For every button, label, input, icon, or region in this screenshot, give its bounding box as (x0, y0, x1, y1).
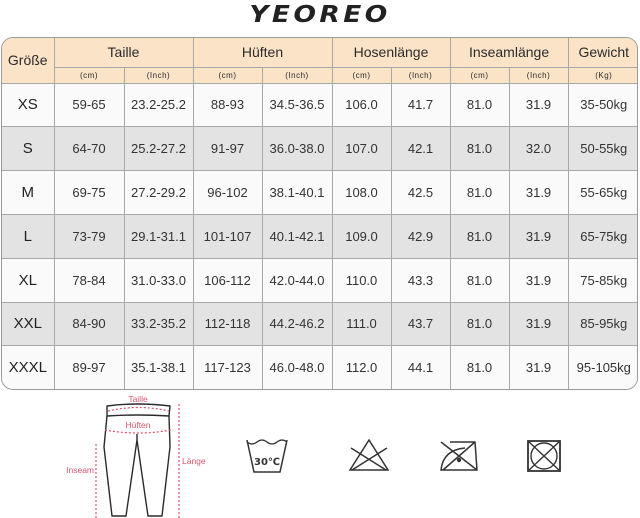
measurement-cell: 34.5-36.5 (262, 83, 332, 126)
size-cell: XXL (2, 302, 54, 345)
measurement-cell: 96-102 (193, 170, 262, 214)
size-chart-table (1, 37, 638, 390)
measurement-cell: 85-95kg (568, 302, 638, 345)
unit-label: (Inch) (124, 67, 193, 83)
measurement-cell: 42.1 (391, 126, 450, 170)
measurement-cell: 33.2-35.2 (124, 302, 193, 345)
hips-label: Hüften (125, 420, 151, 430)
measurement-cell: 106-112 (193, 258, 262, 302)
measurement-cell: 42.9 (391, 214, 450, 258)
pants-length-header: Hosenlänge (332, 38, 450, 67)
measurement-cell: 81.0 (450, 170, 509, 214)
length-label: Länge (182, 456, 206, 466)
measurement-cell: 43.3 (391, 258, 450, 302)
measurement-cell: 64-70 (54, 126, 124, 170)
measurement-cell: 111.0 (332, 302, 391, 345)
no-tumble-dry-icon (524, 436, 564, 476)
measurement-cell: 42.5 (391, 170, 450, 214)
measurement-cell: 73-79 (54, 214, 124, 258)
measurement-cell: 112.0 (332, 345, 391, 390)
unit-label: (Kg) (568, 67, 638, 83)
measurement-cell: 27.2-29.2 (124, 170, 193, 214)
measurement-cell: 108.0 (332, 170, 391, 214)
inseam-label: Inseam (66, 465, 94, 475)
measurement-cell: 44.1 (391, 345, 450, 390)
measurement-cell: 41.7 (391, 83, 450, 126)
table-row (2, 126, 638, 170)
inseam-header: Inseamlänge (450, 38, 568, 67)
measurement-cell: 59-65 (54, 83, 124, 126)
measurement-cell: 31.0-33.0 (124, 258, 193, 302)
measurement-cell: 40.1-42.1 (262, 214, 332, 258)
measurement-cell: 112-118 (193, 302, 262, 345)
table-row (2, 302, 638, 345)
measurement-cell: 81.0 (450, 214, 509, 258)
measurement-cell: 78-84 (54, 258, 124, 302)
measurement-cell: 25.2-27.2 (124, 126, 193, 170)
table-row (2, 214, 638, 258)
measurement-cell: 38.1-40.1 (262, 170, 332, 214)
measurement-cell: 32.0 (509, 126, 568, 170)
measurement-cell: 91-97 (193, 126, 262, 170)
measurement-cell: 35-50kg (568, 83, 638, 126)
measurement-cell: 43.7 (391, 302, 450, 345)
measurement-cell: 109.0 (332, 214, 391, 258)
unit-label: (Inch) (262, 67, 332, 83)
measurement-cell: 69-75 (54, 170, 124, 214)
measurement-cell: 95-105kg (568, 345, 638, 390)
measurement-cell: 117-123 (193, 345, 262, 390)
measurement-cell: 35.1-38.1 (124, 345, 193, 390)
brand-logo: YEOREO (249, 2, 391, 28)
measurement-cell: 107.0 (332, 126, 391, 170)
measurement-cell: 31.9 (509, 214, 568, 258)
measurement-cell: 81.0 (450, 302, 509, 345)
table-row (2, 345, 638, 390)
size-cell: S (2, 126, 54, 170)
pants-measurement-diagram (60, 392, 220, 518)
measurement-cell: 23.2-25.2 (124, 83, 193, 126)
measurement-cell: 50-55kg (568, 126, 638, 170)
unit-label: (cm) (54, 67, 124, 83)
measurement-cell: 42.0-44.0 (262, 258, 332, 302)
measurement-cell: 75-85kg (568, 258, 638, 302)
hips-header: Hüften (193, 38, 332, 67)
measurement-cell: 88-93 (193, 83, 262, 126)
unit-label: (cm) (193, 67, 262, 83)
table-row (2, 83, 638, 126)
no-iron-icon (437, 436, 483, 476)
wash-30-icon (244, 436, 290, 476)
unit-label: (Inch) (509, 67, 568, 83)
table-row (2, 258, 638, 302)
measurement-cell: 29.1-31.1 (124, 214, 193, 258)
size-cell: XL (2, 258, 54, 302)
size-header: Größe (2, 38, 54, 83)
measurement-cell: 81.0 (450, 258, 509, 302)
svg-text:30℃: 30℃ (253, 457, 281, 468)
measurement-cell: 31.9 (509, 258, 568, 302)
measurement-cell: 106.0 (332, 83, 391, 126)
measurement-cell: 81.0 (450, 83, 509, 126)
measurement-cell: 81.0 (450, 126, 509, 170)
measurement-cell: 89-97 (54, 345, 124, 390)
measurement-cell: 44.2-46.2 (262, 302, 332, 345)
measurement-cell: 31.9 (509, 170, 568, 214)
measurement-cell: 81.0 (450, 345, 509, 390)
measurement-cell: 46.0-48.0 (262, 345, 332, 390)
size-cell: XS (2, 83, 54, 126)
table-row (2, 170, 638, 214)
measurement-cell: 101-107 (193, 214, 262, 258)
size-cell: M (2, 170, 54, 214)
no-bleach-icon (346, 436, 392, 476)
measurement-cell: 31.9 (509, 83, 568, 126)
measurement-cell: 31.9 (509, 302, 568, 345)
measurement-cell: 36.0-38.0 (262, 126, 332, 170)
unit-label: (cm) (450, 67, 509, 83)
measurement-cell: 31.9 (509, 345, 568, 390)
waist-header: Taille (54, 38, 193, 67)
measurement-cell: 84-90 (54, 302, 124, 345)
measurement-cell: 110.0 (332, 258, 391, 302)
size-cell: XXXL (2, 345, 54, 390)
weight-header: Gewicht (568, 38, 638, 67)
unit-label: (Inch) (391, 67, 450, 83)
measurement-cell: 55-65kg (568, 170, 638, 214)
measurement-cell: 65-75kg (568, 214, 638, 258)
unit-label: (cm) (332, 67, 391, 83)
waist-label: Taille (128, 394, 148, 404)
size-cell: L (2, 214, 54, 258)
